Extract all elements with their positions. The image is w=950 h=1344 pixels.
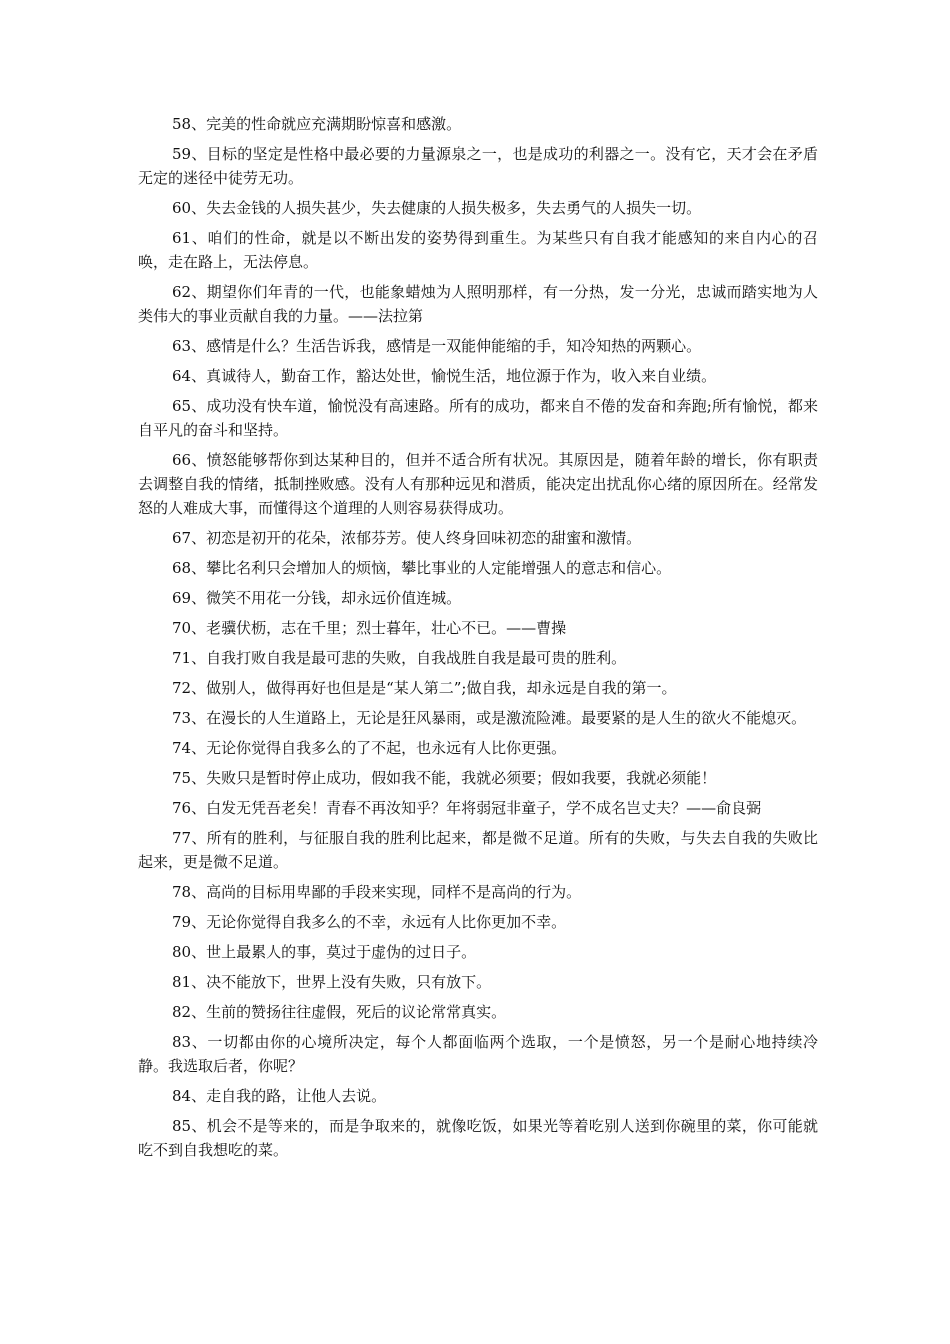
quote-paragraph: 65、成功没有快车道，愉悦没有高速路。所有的成功，都来自不倦的发奋和奔跑;所有愉悦，都来自平凡的奋斗和坚持。 (138, 397, 818, 439)
quote-paragraph: 73、在漫长的人生道路上，无论是狂风暴雨，或是激流险滩。最要紧的是人生的欲火不能熄灭。 (172, 709, 807, 727)
quote-paragraph: 67、初恋是初开的花朵，浓郁芬芳。使人终身回味初恋的甜蜜和激情。 (172, 529, 642, 547)
quote-paragraph: 79、无论你觉得自我多么的不幸，永远有人比你更加不幸。 (172, 913, 567, 931)
quote-paragraph: 76、白发无凭吾老矣！青春不再汝知乎？年将弱冠非童子，学不成名岂丈夫？——俞良弼 (172, 799, 762, 817)
quote-paragraph: 77、所有的胜利，与征服自我的胜利比起来，都是微不足道。所有的失败，与失去自我的失败比起来，更是微不足道。 (138, 829, 818, 871)
quote-paragraph: 74、无论你觉得自我多么的了不起，也永远有人比你更强。 (172, 739, 567, 757)
quote-paragraph: 68、攀比名利只会增加人的烦恼，攀比事业的人定能增强人的意志和信心。 (172, 559, 672, 577)
quote-paragraph: 60、失去金钱的人损失甚少，失去健康的人损失极多，失去勇气的人损失一切。 (172, 199, 702, 217)
quote-paragraph: 63、感情是什么？生活告诉我，感情是一双能伸能缩的手，知冷知热的两颗心。 (172, 337, 702, 355)
quote-paragraph: 78、高尚的目标用卑鄙的手段来实现，同样不是高尚的行为。 (172, 883, 582, 901)
quote-paragraph: 58、完美的性命就应充满期盼惊喜和感激。 (172, 115, 462, 133)
quote-paragraph: 80、世上最累人的事，莫过于虚伪的过日子。 (172, 943, 477, 961)
quote-paragraph: 66、愤怒能够帮你到达某种目的，但并不适合所有状况。其原因是，随着年龄的增长，你有职责去调整自我的情绪，抵制挫败感。没有人有那种远见和潜质，能决定出扰乱你心绪的原因所在。经常发怒的人难成大事，而懂得这个道理的人则容易获得成功。 (138, 451, 818, 517)
quote-paragraph: 81、决不能放下，世界上没有失败，只有放下。 (172, 973, 492, 991)
quote-paragraph: 72、做别人，做得再好也但是是“某人第二”;做自我，却永远是自我的第一。 (172, 679, 677, 697)
quote-list (138, 112, 818, 1168)
quote-paragraph: 75、失败只是暂时停止成功，假如我不能，我就必须要；假如我要，我就必须能！ (172, 769, 717, 787)
quote-paragraph: 82、生前的赞扬往往虚假，死后的议论常常真实。 (172, 1003, 507, 1021)
quote-paragraph: 70、老骥伏枥，志在千里；烈士暮年，壮心不已。——曹操 (172, 619, 567, 637)
quote-paragraph: 85、机会不是等来的，而是争取来的，就像吃饭，如果光等着吃别人送到你碗里的菜，你可能就吃不到自我想吃的菜。 (138, 1117, 818, 1159)
quote-paragraph: 59、目标的坚定是性格中最必要的力量源泉之一，也是成功的利器之一。没有它，天才会在矛盾无定的迷径中徒劳无功。 (138, 145, 818, 187)
quote-paragraph: 62、期望你们年青的一代，也能象蜡烛为人照明那样，有一分热，发一分光，忠诚而踏实地为人类伟大的事业贡献自我的力量。——法拉第 (138, 283, 818, 325)
quote-paragraph: 84、走自我的路，让他人去说。 (172, 1087, 387, 1105)
quote-paragraph: 61、咱们的性命，就是以不断出发的姿势得到重生。为某些只有自我才能感知的来自内心的召唤，走在路上，无法停息。 (138, 229, 818, 271)
quote-paragraph: 83、一切都由你的心境所决定，每个人都面临两个选取，一个是愤怒，另一个是耐心地持续冷静。我选取后者，你呢？ (138, 1033, 818, 1075)
quote-paragraph: 64、真诚待人，勤奋工作，豁达处世，愉悦生活，地位源于作为，收入来自业绩。 (172, 367, 717, 385)
quote-paragraph: 71、自我打败自我是最可悲的失败，自我战胜自我是最可贵的胜利。 (172, 649, 627, 667)
quote-paragraph: 69、微笑不用花一分钱，却永远价值连城。 (172, 589, 462, 607)
